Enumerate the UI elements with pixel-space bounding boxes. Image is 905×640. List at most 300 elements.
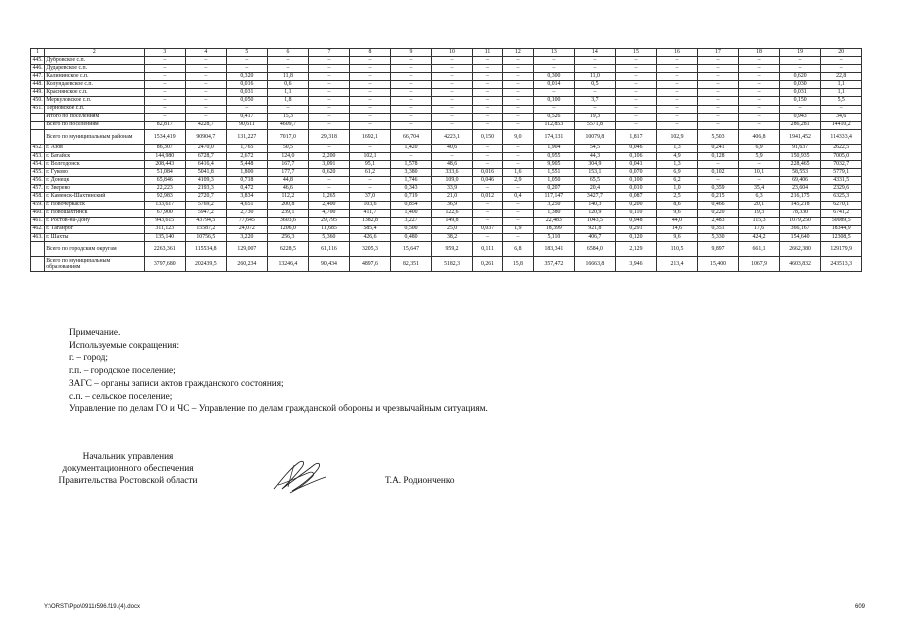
value-cell: – (697, 161, 739, 169)
value-cell: 1,765 (226, 144, 268, 152)
value-cell: 0,200 (615, 201, 657, 209)
value-cell: – (503, 73, 533, 81)
value-cell: 66,704 (390, 129, 432, 144)
value-cell: 0,215 (697, 193, 739, 201)
value-cell: 256,3 (268, 233, 309, 241)
value-cell: – (186, 105, 227, 113)
row-number-cell (31, 256, 45, 271)
value-cell: 0,100 (533, 97, 575, 105)
value-cell: 0,016 (472, 169, 502, 177)
table-row (31, 233, 862, 241)
value-cell: – (144, 65, 186, 73)
value-cell: – (390, 73, 432, 81)
value-cell: 2263,361 (144, 241, 186, 256)
value-cell: – (350, 97, 391, 105)
value-cell: – (657, 57, 698, 65)
row-label-cell: Краснянское с.п. (45, 89, 144, 97)
value-cell: 167,7 (268, 161, 309, 169)
value-cell: 5769,2 (186, 201, 227, 209)
value-cell: – (308, 57, 350, 65)
value-cell: 0,046 (615, 144, 657, 152)
table-row (31, 225, 862, 233)
value-cell: 333,6 (432, 169, 473, 177)
value-cell: 110,5 (657, 241, 698, 256)
value-cell: 3797,680 (144, 256, 186, 271)
notes-section (69, 327, 488, 416)
table-row (31, 89, 862, 97)
value-cell: 15,647 (390, 241, 432, 256)
value-cell: 10756,5 (186, 233, 227, 241)
value-cell: 5,330 (697, 233, 739, 241)
value-cell: 304,9 (575, 161, 616, 169)
value-cell: 311,123 (144, 225, 186, 233)
value-cell: 3205,3 (350, 241, 391, 256)
value-cell: – (657, 113, 698, 121)
value-cell: – (697, 81, 739, 89)
value-cell: – (186, 89, 227, 97)
value-cell: 1,1 (821, 81, 862, 89)
value-cell: 122,6 (432, 209, 473, 217)
value-cell: 29,318 (308, 129, 350, 144)
column-number: 14 (575, 49, 616, 57)
value-cell: – (472, 89, 502, 97)
value-cell: 5947,2 (186, 209, 227, 217)
value-cell: – (472, 81, 502, 89)
row-label-cell: г. Таганрог (45, 225, 144, 233)
value-cell: 90,434 (308, 256, 350, 271)
row-label-cell: г. Шахты (45, 233, 144, 241)
value-cell: 1,800 (226, 169, 268, 177)
value-cell: – (503, 65, 533, 73)
notes-line: Используемые сокращения: (69, 340, 180, 351)
table-row (31, 209, 862, 217)
row-label-cell: г. Каменск-Шахтинский (45, 193, 144, 201)
value-cell: – (503, 105, 533, 113)
value-cell: 1534,419 (144, 129, 186, 144)
value-cell: – (432, 105, 473, 113)
notes-line: ЗАГС – органы записи актов гражданского состояния; (69, 378, 284, 389)
value-cell: – (144, 89, 186, 97)
value-cell: – (739, 65, 780, 73)
value-cell: 8,6 (657, 201, 698, 209)
value-cell: 585,4 (350, 225, 391, 233)
row-label-cell: г. Гуково (45, 169, 144, 177)
notes-line: Управление по делам ГО и ЧС – Управление по делам гражданской обороны и чрезвычайным ситуациям. (69, 404, 488, 415)
value-cell: – (186, 57, 227, 65)
value-cell: – (739, 121, 780, 129)
value-cell: 6,8 (503, 241, 533, 256)
value-cell: 0,417 (226, 113, 268, 121)
table-row (31, 73, 862, 81)
value-cell: – (308, 97, 350, 105)
value-cell: 5779,1 (821, 169, 862, 177)
row-label-cell: Всего по городским округам (45, 241, 144, 256)
signatory-title (36, 451, 220, 487)
value-cell: 0,472 (226, 185, 268, 193)
value-cell: – (697, 121, 739, 129)
value-cell: 1941,452 (779, 129, 821, 144)
signatory-name: Т.А. Родионченко (385, 476, 455, 486)
value-cell: 24,072 (226, 225, 268, 233)
table-row (31, 201, 862, 209)
value-cell: – (308, 89, 350, 97)
value-cell: 0,046 (472, 177, 502, 185)
value-cell: 129179,9 (821, 241, 862, 256)
value-cell: 5041,8 (186, 169, 227, 177)
value-cell: 0,037 (472, 225, 502, 233)
notes-line: Примечание. (69, 328, 121, 338)
value-cell: – (657, 73, 698, 81)
value-cell: 20,1 (739, 201, 780, 209)
value-cell: – (697, 65, 739, 73)
value-cell: 0,5 (575, 81, 616, 89)
value-cell: 29,795 (308, 217, 350, 225)
value-cell: – (575, 65, 616, 73)
value-cell: 3427,7 (575, 193, 616, 201)
value-cell: 34,6 (821, 113, 862, 121)
value-cell: 2,400 (308, 201, 350, 209)
value-cell: – (308, 113, 350, 121)
value-cell: 5,5 (821, 97, 862, 105)
row-number-cell: 456. (31, 177, 45, 185)
value-cell: 3,380 (390, 169, 432, 177)
value-cell: 1,050 (533, 177, 575, 185)
value-cell: 1,265 (308, 193, 350, 201)
row-number-cell: 450. (31, 97, 45, 105)
value-cell: 23,604 (779, 185, 821, 193)
value-cell: – (615, 97, 657, 105)
value-cell: – (144, 73, 186, 81)
value-cell: – (472, 105, 502, 113)
value-cell: 109,0 (432, 177, 473, 185)
value-cell: 0,150 (779, 97, 821, 105)
value-cell: 0,110 (615, 209, 657, 217)
value-cell: 10079,8 (575, 129, 616, 144)
value-cell: 44,0 (657, 217, 698, 225)
column-number: 11 (472, 49, 502, 57)
value-cell: – (390, 121, 432, 129)
value-cell: 10,1 (739, 169, 780, 177)
column-number: 16 (657, 49, 698, 57)
column-number: 9 (390, 49, 432, 57)
value-cell: 5,360 (308, 233, 350, 241)
value-cell: 0,102 (697, 169, 739, 177)
value-cell: 153,1 (575, 169, 616, 177)
value-cell: 411,7 (350, 209, 391, 217)
value-cell: 0,207 (533, 185, 575, 193)
value-cell: – (350, 57, 391, 65)
value-cell: – (390, 113, 432, 121)
column-number: 20 (821, 49, 862, 57)
value-cell: 65,846 (144, 177, 186, 185)
row-label-cell: г. Зверево (45, 185, 144, 193)
value-cell: – (472, 121, 502, 129)
value-cell: – (739, 161, 780, 169)
value-cell: 260,234 (226, 256, 268, 271)
value-cell: 12308,5 (821, 233, 862, 241)
value-cell: – (186, 73, 227, 81)
value-cell: 0,030 (779, 81, 821, 89)
value-cell: 426,6 (350, 233, 391, 241)
value-cell: – (390, 97, 432, 105)
value-cell: – (533, 65, 575, 73)
value-cell: – (503, 89, 533, 97)
row-label-cell: г. Волгодонск (45, 161, 144, 169)
value-cell: 115,3 (739, 217, 780, 225)
row-number-cell: 459. (31, 201, 45, 209)
value-cell: – (657, 81, 698, 89)
value-cell: – (697, 105, 739, 113)
value-cell: 13246,4 (268, 256, 309, 271)
row-number-cell: 445. (31, 57, 45, 65)
column-number: 18 (739, 49, 780, 57)
value-cell: 3,220 (226, 233, 268, 241)
column-number: 15 (615, 49, 657, 57)
value-cell: 0,012 (472, 193, 502, 201)
value-cell: 37,0 (350, 193, 391, 201)
value-cell: 1,9 (503, 225, 533, 233)
value-cell: 239,1 (268, 209, 309, 217)
value-cell: – (350, 121, 391, 129)
value-cell: – (144, 57, 186, 65)
value-cell: – (503, 57, 533, 65)
value-cell: 200,8 (268, 201, 309, 209)
value-cell: – (739, 73, 780, 81)
value-cell: 0,466 (697, 201, 739, 209)
value-cell: 86,307 (144, 144, 186, 152)
value-cell: 1,400 (390, 209, 432, 217)
value-cell: 1,0 (657, 185, 698, 193)
value-cell: 9,897 (697, 241, 739, 256)
value-cell: – (697, 73, 739, 81)
value-cell: 0,343 (390, 185, 432, 193)
value-cell: 0,620 (308, 169, 350, 177)
value-cell: 6270,1 (821, 201, 862, 209)
value-cell: 6228,5 (268, 241, 309, 256)
value-cell: – (268, 57, 309, 65)
value-cell: 15587,2 (186, 225, 227, 233)
value-cell: 17,6 (739, 225, 780, 233)
value-cell: 6325,3 (821, 193, 862, 201)
value-cell: 0,070 (615, 169, 657, 177)
value-cell: 6,3 (739, 193, 780, 201)
value-cell: – (472, 57, 502, 65)
value-cell: 5182,3 (432, 256, 473, 271)
value-cell: – (739, 57, 780, 65)
value-cell: 0,854 (390, 201, 432, 209)
value-cell: 1,3 (657, 144, 698, 152)
value-cell: – (472, 73, 502, 81)
value-cell: 43794,5 (186, 217, 227, 225)
table-header-row (31, 49, 862, 57)
value-cell: – (503, 121, 533, 129)
value-cell: 67,900 (144, 209, 186, 217)
table-row (31, 217, 862, 225)
value-cell: 0,261 (472, 256, 502, 271)
value-cell: 0,943 (779, 113, 821, 121)
value-cell: 149,8 (432, 217, 473, 225)
value-cell: 18,399 (533, 225, 575, 233)
value-cell: 15,8 (503, 256, 533, 271)
row-label-cell: Итого по поселениям (45, 113, 144, 121)
row-label-cell: Дударевское с.п. (45, 65, 144, 73)
column-number: 12 (503, 49, 533, 57)
row-number-cell: 458. (31, 193, 45, 201)
value-cell: 6584,0 (575, 241, 616, 256)
value-cell: 6,9 (657, 169, 698, 177)
value-cell: – (503, 185, 533, 193)
value-cell: 0,031 (226, 89, 268, 97)
row-label-cell: г. Ростов-на-Дону (45, 217, 144, 225)
value-cell: 0,120 (615, 233, 657, 241)
value-cell: – (615, 65, 657, 73)
value-cell: 366,167 (779, 225, 821, 233)
value-cell: 1043,5 (575, 217, 616, 225)
value-cell: 1,904 (533, 144, 575, 152)
value-cell: 1,817 (615, 129, 657, 144)
row-number-cell: 454. (31, 161, 45, 169)
row-label-cell: Всего по поселениям (45, 121, 144, 129)
value-cell: – (432, 73, 473, 81)
value-cell: – (390, 81, 432, 89)
value-cell: 4,700 (308, 209, 350, 217)
table-row (31, 113, 862, 121)
value-cell: 0,620 (779, 73, 821, 81)
row-label-cell: г. Азов (45, 144, 144, 152)
value-cell: 38,2 (432, 233, 473, 241)
value-cell: 90,611 (226, 121, 268, 129)
value-cell: – (503, 209, 533, 217)
signatory-title-line: документационного обеспечения (62, 464, 194, 474)
value-cell: – (503, 97, 533, 105)
value-cell: – (432, 97, 473, 105)
value-cell: 3,834 (226, 193, 268, 201)
value-cell: 33,9 (432, 185, 473, 193)
table-row (31, 177, 862, 185)
value-cell: 61,116 (308, 241, 350, 256)
value-cell: – (697, 177, 739, 185)
value-cell: 78,330 (779, 209, 821, 217)
value-cell: 0,041 (615, 161, 657, 169)
row-number-cell (31, 113, 45, 121)
value-cell: 50,5 (268, 144, 309, 152)
signatory-title-line: Правительства Ростовской области (58, 476, 198, 486)
table-row (31, 144, 862, 152)
value-cell: – (615, 121, 657, 129)
value-cell: 0,6 (268, 81, 309, 89)
column-number: 5 (226, 49, 268, 57)
value-cell: 95,1 (350, 161, 391, 169)
value-cell: 1,1 (268, 89, 309, 97)
row-number-cell: 447. (31, 73, 45, 81)
value-cell: – (472, 65, 502, 73)
value-cell: 2622,5 (821, 144, 862, 152)
value-cell: 20,4 (575, 185, 616, 193)
row-number-cell: 462. (31, 225, 45, 233)
value-cell: – (739, 177, 780, 185)
value-cell: – (503, 201, 533, 209)
value-cell: 921,8 (575, 225, 616, 233)
value-cell: – (533, 89, 575, 97)
column-number: 1 (31, 49, 45, 57)
value-cell: 2,672 (226, 152, 268, 160)
value-cell: 1,746 (390, 177, 432, 185)
row-number-cell: 461. (31, 217, 45, 225)
value-cell: 22,8 (821, 73, 862, 81)
value-cell: – (350, 105, 391, 113)
value-cell: 36,9 (432, 201, 473, 209)
value-cell: 154,640 (779, 233, 821, 241)
value-cell: – (472, 233, 502, 241)
value-cell: – (308, 65, 350, 73)
value-cell: 15,400 (697, 256, 739, 271)
value-cell: 19,3 (739, 209, 780, 217)
value-cell: 286,281 (779, 121, 821, 129)
value-cell: 7017,0 (268, 129, 309, 144)
value-cell: 228,465 (779, 161, 821, 169)
value-cell: – (308, 121, 350, 129)
column-number: 17 (697, 49, 739, 57)
value-cell: – (226, 105, 268, 113)
data-table (30, 48, 862, 272)
value-cell: 1,578 (390, 161, 432, 169)
value-cell: 424,2 (739, 233, 780, 241)
value-cell: 6741,2 (821, 209, 862, 217)
row-label-cell: г. Новошахтинск (45, 209, 144, 217)
value-cell: 77,645 (226, 217, 268, 225)
value-cell: – (268, 65, 309, 73)
value-cell: – (350, 177, 391, 185)
column-number: 2 (45, 49, 144, 57)
value-cell: 82,351 (390, 256, 432, 271)
value-cell: 1,420 (390, 144, 432, 152)
table-row (31, 81, 862, 89)
row-label-cell: г. Донецк (45, 177, 144, 185)
value-cell: 0,106 (615, 152, 657, 160)
value-cell: 51,084 (144, 169, 186, 177)
row-number-cell: 448. (31, 81, 45, 89)
value-cell: 25,0 (432, 225, 473, 233)
value-cell: 1382,8 (350, 217, 391, 225)
value-cell: 0,480 (390, 233, 432, 241)
value-cell: 7005,0 (821, 152, 862, 160)
value-cell: 129,007 (226, 241, 268, 256)
table-row (31, 256, 862, 271)
value-cell: – (350, 185, 391, 193)
value-cell: – (144, 105, 186, 113)
value-cell: – (432, 121, 473, 129)
value-cell: – (697, 97, 739, 105)
value-cell: 2,200 (308, 152, 350, 160)
value-cell: 2193,3 (186, 185, 227, 193)
value-cell: 21,0 (432, 193, 473, 201)
value-cell: – (657, 105, 698, 113)
value-cell: 11,8 (268, 73, 309, 81)
table-row (31, 129, 862, 144)
row-number-cell: 449. (31, 89, 45, 97)
value-cell: – (472, 161, 502, 169)
table-row (31, 97, 862, 105)
value-cell: – (739, 97, 780, 105)
notes-line: г.п. – городское поселение; (69, 366, 176, 377)
value-cell: 9,905 (533, 161, 575, 169)
value-cell: 0,359 (697, 185, 739, 193)
row-number-cell: 455. (31, 169, 45, 177)
value-cell: – (779, 57, 821, 65)
table-row (31, 169, 862, 177)
value-cell: 0,010 (615, 185, 657, 193)
value-cell: 2470,0 (186, 144, 227, 152)
